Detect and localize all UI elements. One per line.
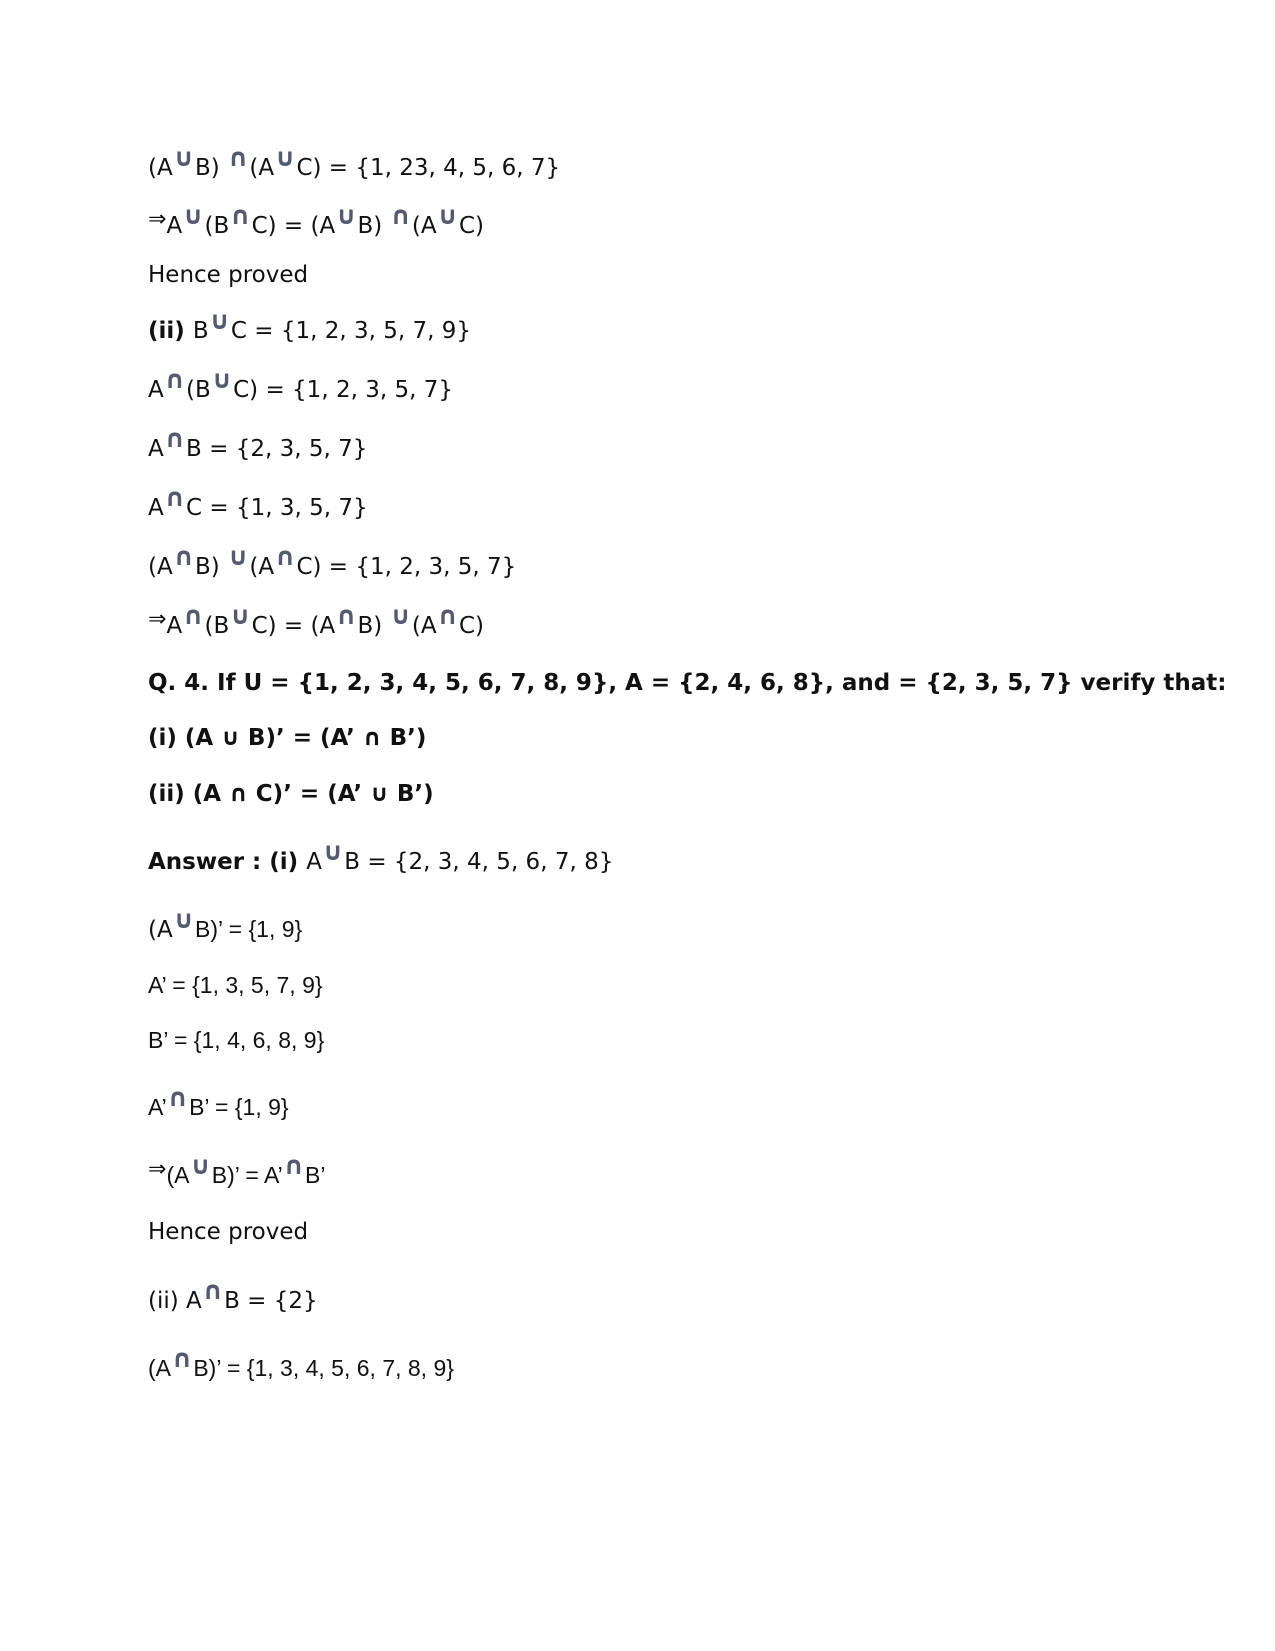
text-segment: B = {2, 3, 4, 5, 6, 7, 8} <box>344 849 614 875</box>
text-segment: (A <box>148 1355 171 1381</box>
document-line <box>148 1344 454 1384</box>
text-segment: A <box>148 377 164 403</box>
union-symbol: ∪ <box>211 365 233 394</box>
text-segment: C = {1, 3, 5, 7} <box>186 495 368 521</box>
document-line <box>148 1083 289 1123</box>
intersection-symbol: ∩ <box>202 1276 224 1305</box>
intersection-symbol: ∩ <box>173 542 195 571</box>
implies-arrow: ⇒ <box>148 1157 167 1182</box>
document-line <box>148 1151 326 1192</box>
union-symbol: ∪ <box>390 601 411 630</box>
text-segment: (A <box>148 917 173 943</box>
text-segment: B’ = {1, 9} <box>189 1094 289 1120</box>
text-segment: (B <box>186 377 211 403</box>
union-symbol: ∪ <box>322 837 344 866</box>
intersection-symbol: ∩ <box>230 201 251 230</box>
text-segment: B <box>192 318 209 344</box>
text-segment: (A <box>411 213 437 239</box>
intersection-symbol: ∩ <box>172 1344 193 1373</box>
document-line <box>148 201 484 242</box>
text-segment: A <box>166 613 183 639</box>
intersection-symbol: ∩ <box>275 542 296 571</box>
text-segment: Hence proved <box>148 262 309 288</box>
intersection-symbol: ∩ <box>283 1151 305 1180</box>
union-symbol: ∪ <box>336 201 357 230</box>
document-line <box>148 365 453 405</box>
intersection-symbol: ∩ <box>164 424 186 453</box>
bold-text: Q. 4. If U = {1, 2, 3, 4, 5, 6, 7, 8, 9}, A = {2, 4, 6, 8}, and = {2, 3, 5, 7} verify that: <box>148 670 1227 696</box>
document-line <box>148 1217 308 1247</box>
text-segment: (B <box>204 213 230 239</box>
intersection-symbol: ∩ <box>336 601 357 630</box>
text-segment: (A <box>166 1162 190 1188</box>
intersection-symbol: ∩ <box>164 483 186 512</box>
bold-text: (i) (A ∪ B)’ = (A’ ∩ B’) <box>148 725 427 751</box>
text-segment: B) <box>357 613 390 639</box>
document-line <box>148 970 323 1001</box>
bold-text: Answer : (i) <box>148 849 307 875</box>
text-segment: (A <box>148 554 173 580</box>
text-segment: (A <box>411 613 437 639</box>
text-segment: A <box>148 495 164 521</box>
union-symbol: ∪ <box>183 201 204 230</box>
document-line <box>148 424 368 464</box>
text-segment: B)’ = {1, 9} <box>195 916 303 942</box>
text-segment: C) = {1, 23, 4, 5, 6, 7} <box>296 155 561 181</box>
union-symbol: ∪ <box>190 1151 211 1180</box>
text-segment: B’ = {1, 4, 6, 8, 9} <box>148 1027 325 1053</box>
text-segment: Hence proved <box>148 1219 309 1245</box>
text-segment: C) <box>458 213 484 239</box>
text-segment: B)’ = A’ <box>211 1162 283 1188</box>
intersection-symbol: ∩ <box>228 143 249 172</box>
document-line <box>148 668 1226 698</box>
document-line <box>148 837 614 877</box>
document-line <box>148 483 368 523</box>
bold-text: (ii) <box>148 318 193 344</box>
text-segment: B = {2, 3, 5, 7} <box>186 436 368 462</box>
bold-text: (ii) (A ∩ C)’ = (A’ ∪ B’) <box>148 781 434 807</box>
document-line <box>148 905 303 945</box>
intersection-symbol: ∩ <box>167 1083 189 1112</box>
implies-arrow: ⇒ <box>148 207 167 232</box>
intersection-symbol: ∩ <box>164 365 186 394</box>
text-segment: A’ <box>148 1094 167 1120</box>
text-segment: B’ <box>305 1162 326 1188</box>
text-segment: (A <box>148 155 173 181</box>
text-segment: A <box>148 436 164 462</box>
text-segment: A <box>306 849 322 875</box>
union-symbol: ∪ <box>228 542 249 571</box>
document-line <box>148 601 484 642</box>
text-segment: B)’ = {1, 3, 4, 5, 6, 7, 8, 9} <box>193 1355 454 1381</box>
text-segment: B) <box>195 155 228 181</box>
text-segment: (A <box>249 155 275 181</box>
intersection-symbol: ∩ <box>183 601 204 630</box>
text-segment: B) <box>195 554 228 580</box>
text-segment: C) = (A <box>251 213 336 239</box>
union-symbol: ∪ <box>173 905 195 934</box>
text-segment: A <box>166 213 183 239</box>
text-segment: C) = (A <box>251 613 336 639</box>
text-segment: A’ = {1, 3, 5, 7, 9} <box>148 972 323 998</box>
document-line <box>148 143 561 183</box>
document-line <box>148 1276 318 1316</box>
union-symbol: ∪ <box>275 143 296 172</box>
document-line <box>148 723 426 753</box>
intersection-symbol: ∩ <box>390 201 411 230</box>
union-symbol: ∪ <box>230 601 251 630</box>
text-segment: (B <box>204 613 230 639</box>
union-symbol: ∪ <box>437 201 458 230</box>
document-line <box>148 306 472 346</box>
text-segment: (A <box>249 554 275 580</box>
document-line <box>148 1025 324 1056</box>
union-symbol: ∪ <box>173 143 195 172</box>
text-segment: B = {2} <box>224 1288 318 1314</box>
text-segment: C) = {1, 2, 3, 5, 7} <box>296 554 517 580</box>
implies-arrow: ⇒ <box>148 607 167 632</box>
text-segment: C) <box>458 613 484 639</box>
text-segment: C) = {1, 2, 3, 5, 7} <box>233 377 453 403</box>
document-line <box>148 779 434 809</box>
intersection-symbol: ∩ <box>437 601 458 630</box>
text-segment: C = {1, 2, 3, 5, 7, 9} <box>230 318 472 344</box>
text-segment: (ii) A <box>148 1288 202 1314</box>
union-symbol: ∪ <box>209 306 230 335</box>
document-line <box>148 260 308 290</box>
document-line <box>148 542 517 582</box>
text-segment: B) <box>357 213 390 239</box>
